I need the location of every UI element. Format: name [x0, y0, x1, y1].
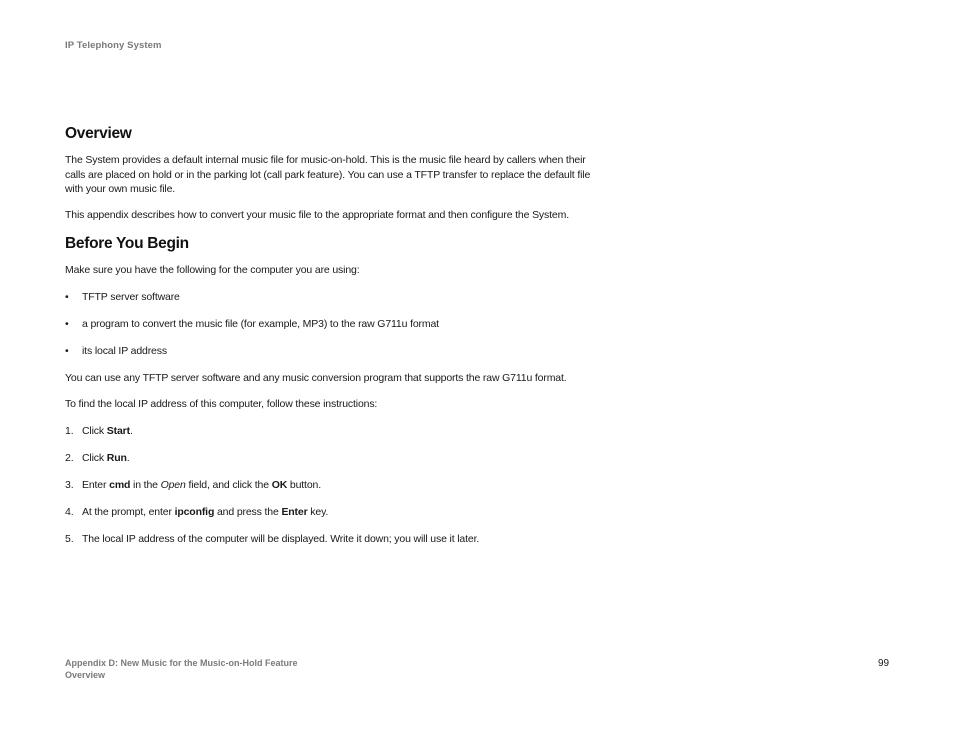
step-number: 5.	[65, 532, 74, 545]
step-number: 2.	[65, 451, 74, 464]
running-head: IP Telephony System	[65, 40, 162, 51]
step-item	[65, 532, 605, 547]
bullet-marker: •	[65, 345, 69, 357]
overview-paragraph-2: This appendix describes how to convert your music file to the appropriate format and then configure the System.	[65, 208, 569, 221]
step-text: field, and click the	[185, 478, 272, 491]
step-text: key.	[307, 505, 329, 518]
page-number: 99	[878, 658, 890, 669]
list-item	[65, 344, 605, 359]
requirements-intro: Make sure you have the following for the computer you are using:	[65, 264, 360, 276]
list-item	[65, 290, 605, 305]
step-item	[65, 451, 605, 466]
step-text: At the prompt, enter	[82, 505, 175, 518]
step-item	[65, 424, 605, 439]
step-number: 1.	[65, 424, 74, 437]
step-number: 3.	[65, 478, 74, 491]
step-keyword: Run	[106, 451, 127, 464]
step-text: Click	[82, 424, 107, 437]
overview-paragraph-1: The System provides a default internal music file for music-on-hold. This is the music file heard by callers when their calls are placed on hold or in the parking lot (call park feature). You can use a TFTP transfer to replace the default file with your own music file.	[65, 154, 591, 195]
find-ip-paragraph: To find the local IP address of this computer, follow these instructions:	[65, 397, 378, 410]
bullet-marker: •	[65, 291, 69, 303]
step-keyword: cmd	[109, 478, 131, 491]
footer	[65, 657, 298, 681]
software-paragraph: You can use any TFTP server software and any music conversion program that supports the raw G711u format.	[65, 372, 567, 384]
step-item	[65, 478, 605, 493]
bullet-text: a program to convert the music file (for example, MP3) to the raw G711u format	[82, 318, 439, 330]
step-text: Enter	[82, 478, 110, 491]
before-you-begin-heading: Before You Begin	[65, 235, 189, 252]
step-text: button.	[287, 478, 321, 491]
overview-heading: Overview	[65, 125, 132, 142]
step-item	[65, 505, 605, 520]
step-keyword: OK	[271, 478, 288, 491]
footer-section: Overview	[65, 670, 106, 680]
step-text: .	[129, 424, 133, 437]
list-item	[65, 317, 605, 332]
step-keyword: ipconfig	[174, 505, 215, 518]
step-text: in the	[130, 478, 161, 491]
step-number: 4.	[65, 505, 74, 518]
step-text: The local IP address of the computer will be displayed. Write it down; you will use it later.	[82, 532, 480, 545]
step-field-name: Open	[160, 478, 186, 491]
footer-chapter: Appendix D: New Music for the Music-on-Hold Feature	[65, 658, 298, 668]
bullet-text: its local IP address	[82, 345, 167, 357]
step-text: .	[126, 451, 130, 464]
step-keyword: Start	[106, 424, 130, 437]
step-keyword: Enter	[281, 505, 308, 518]
step-text: and press the	[214, 505, 282, 518]
bullet-marker: •	[65, 318, 69, 330]
bullet-text: TFTP server software	[82, 291, 180, 303]
main-content	[65, 124, 605, 546]
step-text: Click	[82, 451, 107, 464]
